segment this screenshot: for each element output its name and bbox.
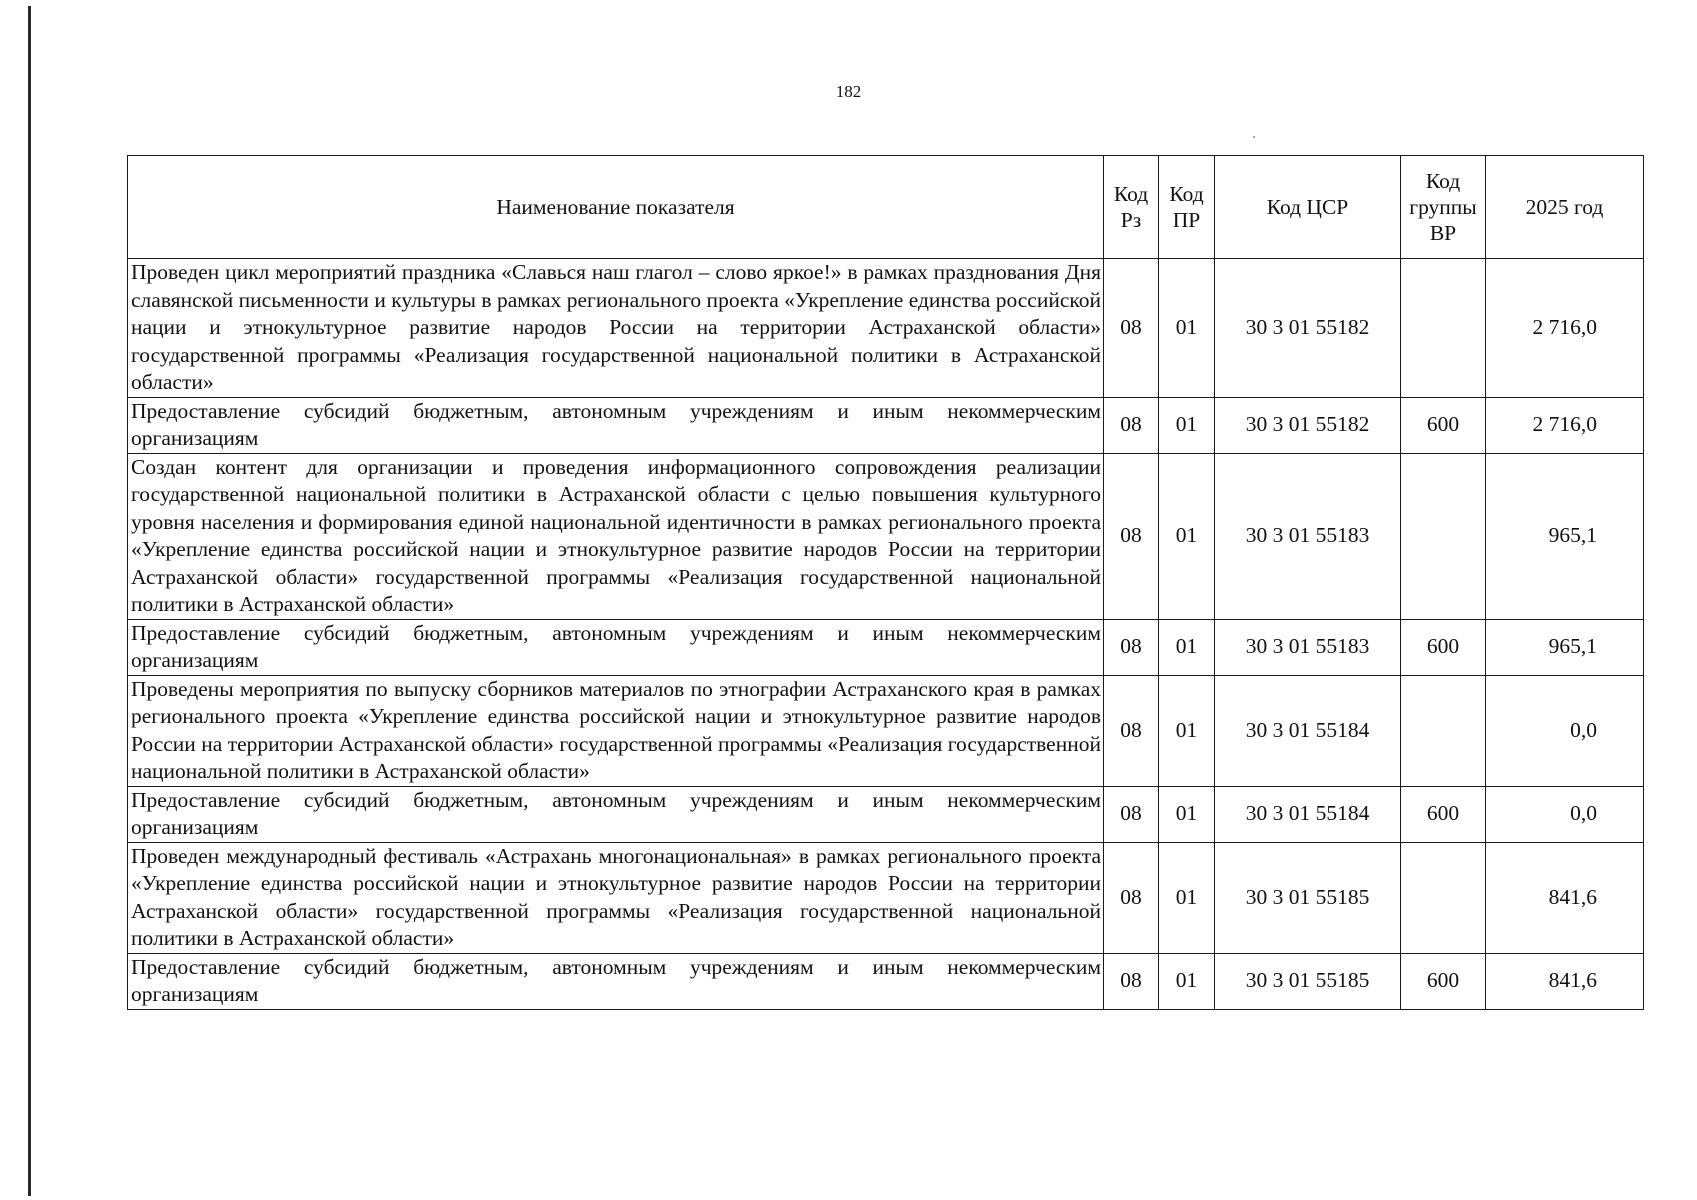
- table-row: [128, 619, 1644, 675]
- row-amount-2025: 841,6: [1486, 953, 1644, 1009]
- header-indicator-name: Наименование показателя: [128, 156, 1104, 259]
- header-pr-code: Код ПР: [1159, 156, 1215, 259]
- row-indicator-name: Предоставление субсидий бюджетным, автономным учреждениям и иным некоммерческим организациям: [128, 953, 1104, 1009]
- table-row: [128, 953, 1644, 1009]
- table-row: [128, 842, 1644, 953]
- row-rz-code: 08: [1104, 259, 1159, 398]
- header-year-2025: 2025 год: [1486, 156, 1644, 259]
- table-row: [128, 675, 1644, 786]
- row-pr-code: 01: [1159, 397, 1215, 453]
- row-vr-code: [1401, 453, 1486, 619]
- row-pr-code: 01: [1159, 953, 1215, 1009]
- row-vr-code: 600: [1401, 397, 1486, 453]
- header-vr-group-code: Код группы ВР: [1401, 156, 1486, 259]
- row-pr-code: 01: [1159, 453, 1215, 619]
- row-csr-code: 30 3 01 55182: [1215, 397, 1401, 453]
- row-amount-2025: 0,0: [1486, 786, 1644, 842]
- row-amount-2025: 965,1: [1486, 453, 1644, 619]
- row-amount-2025: 2 716,0: [1486, 397, 1644, 453]
- row-indicator-name: Проведены мероприятия по выпуску сборников материалов по этнографии Астраханского края в рамках регионального проекта «Укрепление единства российской нации и этнокультурное развитие народов России на территории Астраханской области» государственной программы «Реализация государственной национальной политики в Астраханской области»: [128, 675, 1104, 786]
- row-rz-code: 08: [1104, 675, 1159, 786]
- row-indicator-name: Предоставление субсидий бюджетным, автономным учреждениям и иным некоммерческим организациям: [128, 619, 1104, 675]
- scan-speck: [1253, 136, 1255, 138]
- row-amount-2025: 0,0: [1486, 675, 1644, 786]
- table-row: [128, 453, 1644, 619]
- row-vr-code: 600: [1401, 953, 1486, 1009]
- table-header-row: [128, 156, 1644, 259]
- row-csr-code: 30 3 01 55184: [1215, 675, 1401, 786]
- row-csr-code: 30 3 01 55182: [1215, 259, 1401, 398]
- row-csr-code: 30 3 01 55184: [1215, 786, 1401, 842]
- row-pr-code: 01: [1159, 786, 1215, 842]
- row-indicator-name: Создан контент для организации и проведения информационного сопровождения реализации государственной национальной политики в Астраханской области с целью повышения культурного уровня населения и формирования единой национальной идентичности в рамках регионального проекта «Укрепление единства российской нации и этнокультурное развитие народов России на территории Астраханской области» государственной программы «Реализация государственной национальной политики в Астраханской области»: [128, 453, 1104, 619]
- row-csr-code: 30 3 01 55183: [1215, 619, 1401, 675]
- row-indicator-name: Предоставление субсидий бюджетным, автономным учреждениям и иным некоммерческим организациям: [128, 397, 1104, 453]
- row-amount-2025: 965,1: [1486, 619, 1644, 675]
- row-indicator-name: Предоставление субсидий бюджетным, автономным учреждениям и иным некоммерческим организациям: [128, 786, 1104, 842]
- row-rz-code: 08: [1104, 453, 1159, 619]
- page-number: 182: [835, 82, 862, 101]
- row-rz-code: 08: [1104, 842, 1159, 953]
- budget-table: [127, 155, 1644, 1010]
- row-csr-code: 30 3 01 55185: [1215, 842, 1401, 953]
- row-rz-code: 08: [1104, 619, 1159, 675]
- row-pr-code: 01: [1159, 842, 1215, 953]
- row-rz-code: 08: [1104, 397, 1159, 453]
- header-rz-code: Код Рз: [1104, 156, 1159, 259]
- binding-margin-line: [28, 6, 31, 1196]
- row-vr-code: 600: [1401, 619, 1486, 675]
- row-indicator-name: Проведен международный фестиваль «Астрахань многонациональная» в рамках регионального проекта «Укрепление единства российской нации и этнокультурное развитие народов России на территории Астраханской области» государственной программы «Реализация государственной национальной политики в Астраханской области»: [128, 842, 1104, 953]
- row-vr-code: [1401, 842, 1486, 953]
- row-csr-code: 30 3 01 55185: [1215, 953, 1401, 1009]
- row-vr-code: 600: [1401, 786, 1486, 842]
- table-row: [128, 259, 1644, 398]
- table-row: [128, 397, 1644, 453]
- row-rz-code: 08: [1104, 953, 1159, 1009]
- row-vr-code: [1401, 259, 1486, 398]
- row-amount-2025: 841,6: [1486, 842, 1644, 953]
- row-pr-code: 01: [1159, 259, 1215, 398]
- row-vr-code: [1401, 675, 1486, 786]
- table-row: [128, 786, 1644, 842]
- row-csr-code: 30 3 01 55183: [1215, 453, 1401, 619]
- row-indicator-name: Проведен цикл мероприятий праздника «Славься наш глагол – слово яркое!» в рамках празднования Дня славянской письменности и культуры в рамках регионального проекта «Укрепление единства российской нации и этнокультурное развитие народов России на территории Астраханской области» государственной программы «Реализация государственной национальной политики в Астраханской области»: [128, 259, 1104, 398]
- row-rz-code: 08: [1104, 786, 1159, 842]
- row-amount-2025: 2 716,0: [1486, 259, 1644, 398]
- header-csr-code: Код ЦСР: [1215, 156, 1401, 259]
- row-pr-code: 01: [1159, 619, 1215, 675]
- row-pr-code: 01: [1159, 675, 1215, 786]
